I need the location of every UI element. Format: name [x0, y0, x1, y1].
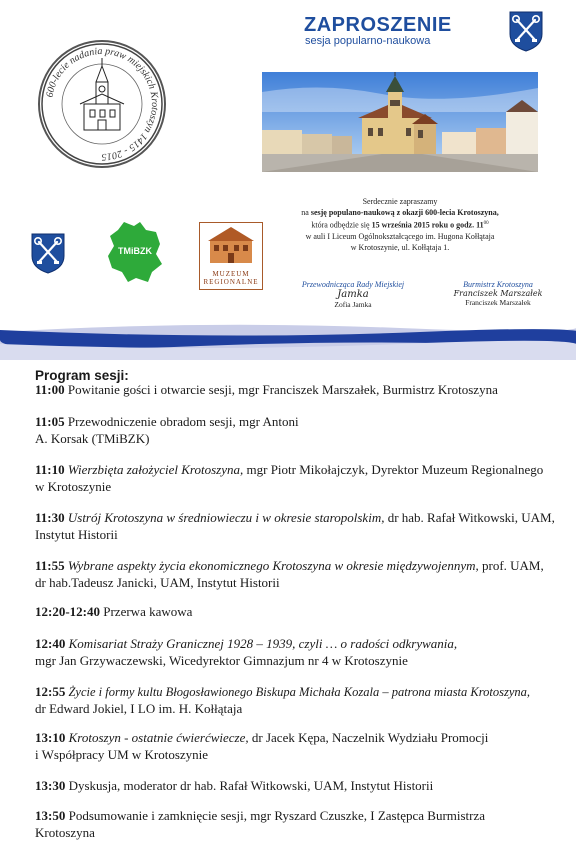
program-item-time: 12:20-12:40	[35, 604, 100, 619]
program-item-time: 12:55	[35, 684, 66, 699]
muzeum-label-line1: MUZEUM	[212, 270, 250, 278]
program-item-text-line2: mgr Jan Grzywaczewski, Wicedyrektor Gimnazjum nr 4 w Krotoszynie	[35, 652, 408, 668]
program-item-text: dr Jacek Kępa, Naczelnik Wydziału Promocji	[248, 730, 489, 745]
invite-address: w Krotoszynie, ul. Kołłątaja 1.	[350, 242, 450, 252]
program-item-text: Podsumowanie i zamknięcie sesji, mgr Ryszard Czuszke, I Zastępca Burmistrza	[65, 808, 486, 823]
program-item-text: prof. UAM,	[478, 558, 544, 573]
program-item-text-line2: Krotoszyna	[35, 824, 95, 840]
program-item	[35, 462, 555, 495]
program-item-title: Komisariat Straży Granicznej 1928 – 1939, czyli … o radości odkrywania,	[65, 636, 458, 651]
program-item-title: Życie i formy kultu Błogosławionego Biskupa Michała Kozala – patrona miasta Krotoszyna,	[65, 685, 531, 699]
program-item-text-line2: Instytut Historii	[35, 526, 118, 542]
invite-date-line	[262, 218, 538, 231]
program-item-text: Powitanie gości i otwarcie sesji, mgr Franciszek Marszałek, Burmistrz Krotoszyna	[64, 382, 498, 397]
right-signatory-role: Burmistrz Krotoszyna	[463, 280, 533, 289]
krotoszyn-crest-icon	[30, 232, 66, 274]
program-item-time: 11:00	[35, 382, 65, 397]
program-item	[35, 558, 555, 591]
invitation-text	[262, 196, 538, 253]
signature-right	[438, 280, 558, 307]
muzeum-label-line2: REGIONALNE	[203, 278, 259, 286]
anniversary-seal	[38, 40, 166, 168]
program-item	[35, 778, 555, 795]
program-item-text-line2: w Krotoszynie	[35, 478, 112, 494]
invite-session-prefix: na	[301, 208, 311, 217]
invite-session-line	[262, 207, 538, 218]
muzeum-regionalne-logo	[199, 222, 263, 290]
program-item	[35, 730, 555, 763]
decorative-wave	[0, 318, 576, 360]
program-item-time: 11:55	[35, 558, 65, 573]
program-item-text-line2: dr hab.Tadeusz Janicki, UAM, Instytut Historii	[35, 574, 280, 590]
program-item-text-line2: i Współpracy UM w Krotoszynie	[35, 746, 209, 762]
signature-left	[288, 280, 418, 309]
right-signature-scribble: Franciszek Marszałek	[453, 289, 543, 298]
program-item-title: Wierzbięta założyciel Krotoszyna,	[64, 462, 244, 477]
invite-session-name: sesję populano-naukową z okazji 600-lecia Krotoszyna,	[310, 208, 499, 217]
program-item-text: mgr Piotr Mikołajczyk, Dyrektor Muzeum Regionalnego	[243, 462, 544, 477]
svg-text:600-lecie nadania praw miejski: 600-lecie nadania praw miejskich Krotoszyn 1415 - 2015	[44, 45, 161, 163]
museum-building-icon	[200, 223, 262, 265]
left-signatory-role: Przewodnicząca Rady Miejskiej	[301, 280, 405, 289]
invitation-subtitle: sesja popularno-naukowa	[305, 35, 431, 47]
program-item-time: 11:10	[35, 462, 65, 477]
invite-date-prefix: która odbędzie się	[311, 220, 372, 230]
invite-greeting: Serdecznie zapraszamy	[362, 197, 438, 206]
invite-venue: w auli I Liceum Ogólnokształcącego im. Hugona Kołłątaja	[305, 231, 495, 241]
program-item	[35, 636, 555, 669]
program-item-time: 11:30	[35, 510, 65, 525]
program-item	[35, 510, 555, 543]
program-item-time: 13:30	[35, 778, 66, 793]
program-item-time: 12:40	[35, 636, 66, 651]
program-item-text-line2: dr Edward Jokiel, I LO im. H. Kołłątaja	[35, 700, 243, 716]
program-item-time: 13:50	[35, 808, 66, 823]
invite-time-minutes: 00	[483, 221, 489, 226]
program-item-time: 13:10	[35, 730, 66, 745]
krotoszyn-crest-icon	[508, 10, 544, 52]
program-item	[35, 604, 555, 621]
program-item-text: Przewodniczenie obradom sesji, mgr Antoni	[64, 414, 299, 429]
program-item-text-line2: A. Korsak (TMiBZK)	[35, 430, 150, 446]
left-signature-scribble: Jamka	[337, 289, 369, 300]
invite-date: 15 września 2015 roku o godz. 11	[371, 220, 484, 230]
invitation-title: ZAPROSZENIE	[304, 14, 452, 36]
left-signatory-name: Zofia Jamka	[334, 300, 372, 309]
program-item	[35, 808, 555, 841]
muzeum-label	[200, 270, 262, 286]
program-item-title: Wybrane aspekty życia ekonomicznego Krotoszyna w okresie międzywojennym,	[64, 558, 479, 573]
program-item	[35, 414, 555, 447]
program-item-title: Ustrój Krotoszyna w średniowieczu i w okresie staropolskim,	[64, 510, 385, 525]
tmibzk-logo	[104, 220, 164, 284]
program-heading: Program sesji:	[35, 368, 129, 383]
program-item-time: 11:05	[35, 414, 65, 429]
town-hall-seal-icon	[40, 42, 164, 166]
right-signatory-name: Franciszek Marszałek	[465, 298, 531, 307]
program-item-text: dr hab. Rafał Witkowski, UAM,	[384, 510, 555, 525]
town-square-photo	[262, 72, 538, 172]
program-item-title: Krotoszyn - ostatnie ćwierćwiecze,	[65, 730, 249, 745]
program-item	[35, 382, 555, 399]
program-item-text: Dyskusja, moderator dr hab. Rafał Witkowski, UAM, Instytut Historii	[65, 778, 434, 793]
program-item-text: Przerwa kawowa	[100, 604, 193, 619]
tmibzk-label: TMiBZK	[118, 246, 152, 256]
program-item	[35, 684, 555, 717]
